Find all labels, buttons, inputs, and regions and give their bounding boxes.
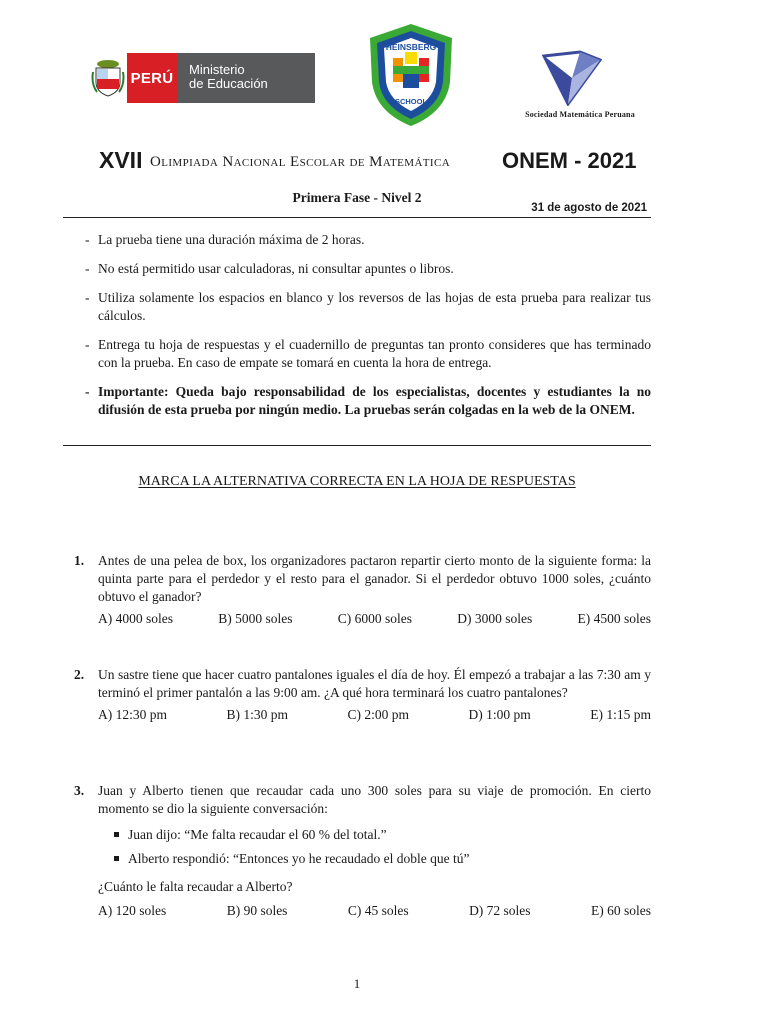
option-b: B) 5000 soles <box>218 611 293 626</box>
heinsberg-school-logo <box>366 22 456 128</box>
instruction-item-important: - Importante: Queda bajo responsabilidad de los especialistas, docentes y estudiantes la no difusión de esta prueba por ningún medio. La pruebas serán colgadas en la web de la ONEM. <box>85 384 651 417</box>
option-e: E) 1:15 pm <box>590 707 651 722</box>
question-number: 3. <box>74 783 85 798</box>
question-number: 2. <box>74 667 85 682</box>
ministry-line2: de Educación <box>189 76 268 91</box>
page-number: 1 <box>353 976 361 991</box>
instruction-item: - Entrega tu hoja de respuestas y el cuadernillo de preguntas tan pronto consideres que has terminado con la prueba. En caso de empate se tomará en cuenta la hora de entrega. <box>85 337 651 370</box>
minedu-logo <box>89 53 315 103</box>
option-c: C) 6000 soles <box>337 611 412 626</box>
instruction-item: - No está permitido usar calculadoras, ni consultar apuntes o libros. <box>85 261 454 276</box>
option-b: B) 1:30 pm <box>226 707 288 722</box>
school-name: HEINSBERG <box>385 42 437 52</box>
exam-date: 31 de agosto de 2021 <box>531 202 647 214</box>
question-options <box>98 706 651 724</box>
bullet-square-icon <box>114 832 119 837</box>
question-options <box>98 610 651 628</box>
school-sub: SCHOOL <box>394 97 428 106</box>
bullet-square-icon <box>114 856 119 861</box>
instruction-item: - La prueba tiene una duración máxima de 2 horas. <box>85 232 365 247</box>
instructions-list <box>85 231 651 430</box>
top-divider <box>63 217 651 218</box>
edition-number: XVII <box>99 147 143 173</box>
question-2 <box>74 666 651 724</box>
option-c: C) 45 soles <box>347 903 409 918</box>
bottom-divider <box>63 445 651 446</box>
smp-label: Sociedad Matemática Peruana <box>525 110 635 119</box>
dialogue-item: Juan dijo: “Me falta recaudar el 60 % del total.” <box>114 826 651 844</box>
option-a: A) 12:30 pm <box>98 707 167 722</box>
onem-title: ONEM - 2021 <box>502 148 637 173</box>
peru-label: PERÚ <box>127 53 177 103</box>
olympiad-title: Olimpiada Nacional Escolar de Matemática <box>150 154 451 170</box>
question-number: 1. <box>74 553 85 568</box>
option-a: A) 120 soles <box>98 903 167 918</box>
option-d: D) 72 soles <box>469 903 531 918</box>
question-1 <box>74 552 651 628</box>
question-ask: ¿Cuánto le falta recaudar a Alberto? <box>98 879 293 894</box>
peru-coat-of-arms-icon <box>89 53 127 103</box>
option-e: E) 60 soles <box>591 903 651 918</box>
phase-level: Primera Fase - Nivel 2 <box>292 190 422 205</box>
option-a: A) 4000 soles <box>98 611 173 626</box>
smp-logo-icon <box>540 50 602 106</box>
option-c: C) 2:00 pm <box>347 707 409 722</box>
ministry-line1: Ministerio <box>189 62 245 77</box>
dialogue-item: Alberto respondió: “Entonces yo he recaudado el doble que tú” <box>114 850 651 868</box>
answer-sheet-heading: MARCA LA ALTERNATIVA CORRECTA EN LA HOJA DE RESPUESTAS <box>138 474 576 489</box>
question-text: Juan y Alberto tienen que recaudar cada uno 300 soles para su viaje de promoción. En cierto momento se dio la siguiente conversación: <box>98 783 651 816</box>
question-text: Un sastre tiene que hacer cuatro pantalones iguales el día de hoy. Él empezó a trabajar a las 7:30 am y terminó el primer pantalón a las 9:00 am. ¿A qué hora terminará los cuatro pantalones? <box>98 667 651 700</box>
option-d: D) 1:00 pm <box>468 707 531 722</box>
option-b: B) 90 soles <box>226 903 288 918</box>
option-e: E) 4500 soles <box>577 611 651 626</box>
question-options <box>98 902 651 920</box>
question-3 <box>74 782 651 920</box>
instruction-item: - Utiliza solamente los espacios en blanco y los reversos de las hojas de esta prueba para realizar tus cálculos. <box>85 290 651 323</box>
dialogue-list <box>114 826 651 868</box>
question-text: Antes de una pelea de box, los organizadores pactaron repartir cierto monto de la siguiente forma: la quinta parte para el perdedor y el resto para el ganador. Si el perdedor obtuvo 1000 soles, ¿cuánto obtuvo el ganador? <box>98 553 651 604</box>
ministry-label <box>177 53 315 103</box>
option-d: D) 3000 soles <box>457 611 533 626</box>
